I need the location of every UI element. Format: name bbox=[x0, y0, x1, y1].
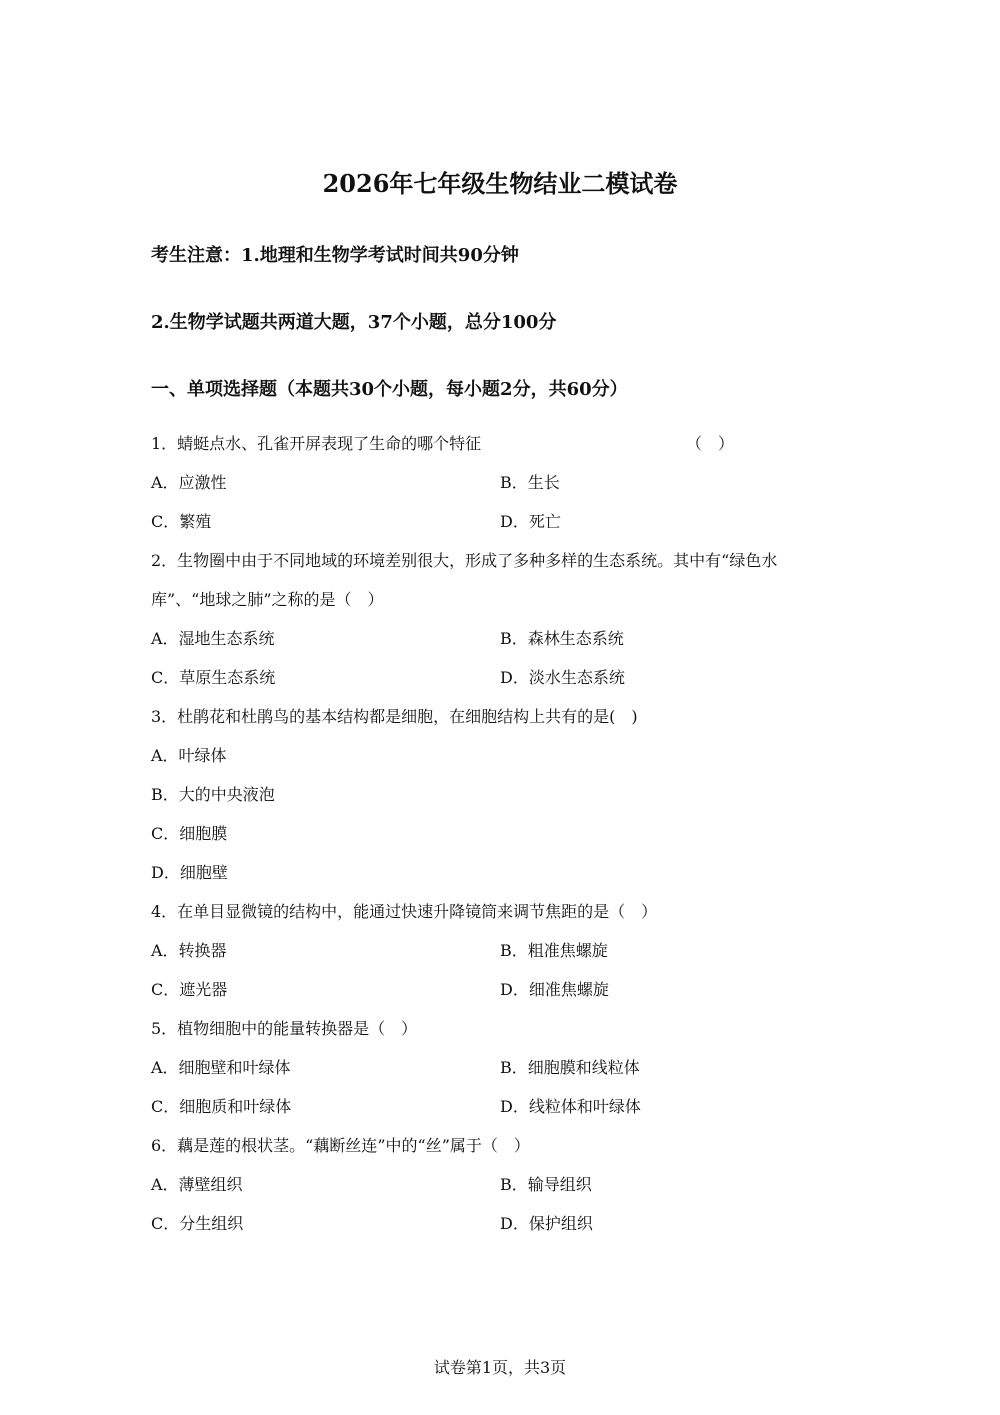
option-c: C．遮光器 bbox=[151, 980, 228, 999]
option-a: A．转换器 bbox=[151, 941, 227, 960]
question-stem: 6．藕是莲的根状茎。“藕断丝连”中的“丝”属于（ ） bbox=[151, 1136, 530, 1155]
question-stem-continued: 库”、“地球之肺”之称的是（ ） bbox=[151, 590, 384, 609]
section-heading: 一、单项选择题（本题共30个小题，每小题2分，共60分） bbox=[151, 379, 628, 400]
option-c: C．草原生态系统 bbox=[151, 668, 276, 687]
exam-title: 2026年七年级生物结业二模试卷 bbox=[322, 169, 678, 198]
option-d: D．线粒体和叶绿体 bbox=[500, 1097, 641, 1116]
page-footer: 试卷第1页，共3页 bbox=[433, 1358, 567, 1377]
option-b: B．粗准焦螺旋 bbox=[500, 941, 608, 960]
question-stem: 3．杜鹃花和杜鹃鸟的基本结构都是细胞，在细胞结构上共有的是( ) bbox=[151, 707, 638, 726]
option-b: B．大的中央液泡 bbox=[151, 785, 275, 804]
option-d: D．细胞壁 bbox=[151, 863, 228, 882]
option-c: C．分生组织 bbox=[151, 1214, 244, 1233]
option-a: A．细胞壁和叶绿体 bbox=[151, 1058, 291, 1077]
notice-line-1: 考生注意：1.地理和生物学考试时间共90分钟 bbox=[151, 245, 519, 266]
option-d: D．死亡 bbox=[500, 512, 561, 531]
option-d: D．保护组织 bbox=[500, 1214, 593, 1233]
question-stem: 5．植物细胞中的能量转换器是（ ） bbox=[151, 1019, 418, 1038]
option-c: C．细胞质和叶绿体 bbox=[151, 1097, 292, 1116]
question-stem: 2．生物圈中由于不同地域的环境差别很大，形成了多种多样的生态系统。其中有“绿色水 bbox=[151, 551, 778, 570]
option-b: B．输导组织 bbox=[500, 1175, 592, 1194]
option-b: B．细胞膜和线粒体 bbox=[500, 1058, 640, 1077]
option-a: A．叶绿体 bbox=[151, 746, 227, 765]
option-a: A．湿地生态系统 bbox=[151, 629, 275, 648]
option-b: B．生长 bbox=[500, 473, 560, 492]
option-a: A．应激性 bbox=[151, 473, 227, 492]
option-d: D．淡水生态系统 bbox=[500, 668, 625, 687]
notice-line-2: 2.生物学试题共两道大题，37个小题，总分100分 bbox=[151, 312, 557, 333]
option-c: C．细胞膜 bbox=[151, 824, 228, 843]
question-stem: 1．蜻蜓点水、孔雀开屏表现了生命的哪个特征 bbox=[151, 434, 482, 453]
answer-blank: （ ） bbox=[686, 434, 735, 453]
option-a: A．薄壁组织 bbox=[151, 1175, 243, 1194]
question-stem: 4．在单目显微镜的结构中，能通过快速升降镜筒来调节焦距的是（ ） bbox=[151, 902, 658, 921]
option-d: D．细准焦螺旋 bbox=[500, 980, 609, 999]
option-c: C．繁殖 bbox=[151, 512, 212, 531]
option-b: B．森林生态系统 bbox=[500, 629, 624, 648]
